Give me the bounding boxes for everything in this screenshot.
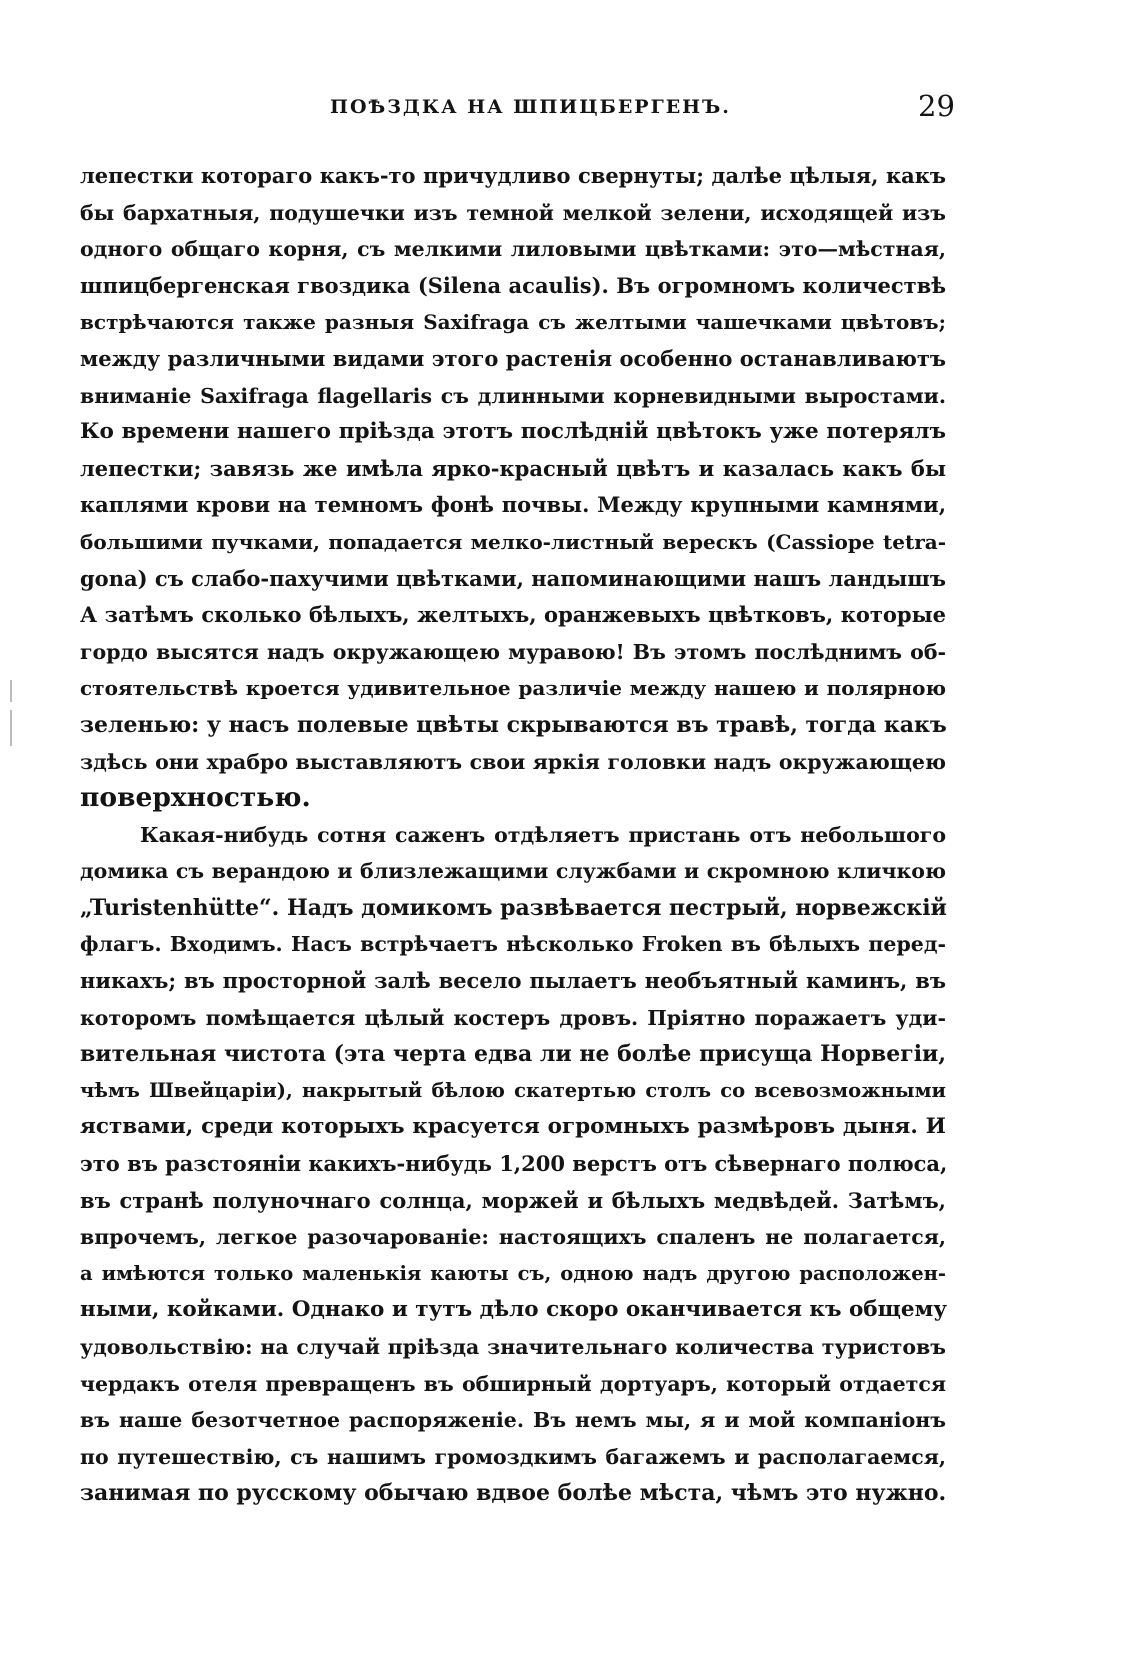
text-line: чердакъ отеля превращенъ въ обширный дортуаръ, который отдается: [80, 1371, 946, 1396]
text-line: яствами, среди которыхъ красуется огромныхъ размѣровъ дыня. И: [80, 1114, 946, 1140]
text-line: стоятельствѣ кроется удивительное различіе между нашею и полярною: [80, 676, 946, 701]
text-line: „Turistenhütte“. Надъ домикомъ развѣвается пестрый, норвежскій: [80, 894, 947, 921]
text-line: одного общаго корня, съ мелкими лиловыми цвѣтками: это—мѣстная,: [80, 237, 946, 262]
text-line: а имѣются только маленькія каюты съ, одною надъ другою расположен-: [80, 1261, 946, 1285]
text-line: поверхностью.: [80, 782, 311, 814]
text-line: удовольствію: на случай пріѣзда значительнаго количества туристовъ: [80, 1335, 946, 1359]
text-line: въ странѣ полуночнаго солнца, моржей и бѣлыхъ медвѣдей. Затѣмъ,: [80, 1187, 946, 1213]
text-line: большими пучками, попадается мелко-листный верескъ (Cassiope tetra-: [80, 529, 946, 554]
text-line: никахъ; въ просторной залѣ весело пылаетъ необъятный каминъ, въ: [80, 968, 946, 994]
page-number: 29: [918, 89, 955, 123]
text-line: которомъ помѣщается цѣлый костеръ дровъ. Пріятно поражаетъ уди-: [80, 1005, 946, 1030]
scan-edge-mark: [10, 680, 12, 702]
text-line: по путешествію, съ нашимъ громоздкимъ багажемъ и располагаемся,: [80, 1444, 946, 1469]
text-line: это въ разстояніи какихъ-нибудь 1,200 верстъ отъ сѣвернаго полюса,: [80, 1151, 948, 1177]
text-line: между различными видами этого растенія особенно останавливаютъ: [80, 345, 946, 371]
text-line: лепестки котораго какъ-то причудливо свернуты; далѣе цѣлыя, какъ: [80, 163, 946, 188]
body-text: [80, 158, 946, 1512]
text-line: вительная чистота (эта черта едва ли не болѣе присуща Норвегіи,: [80, 1041, 947, 1068]
text-line: гордо высятся надъ окружающею муравою! Въ этомъ послѣднимъ об-: [80, 639, 946, 664]
running-head-title: ПОѢЗДКА НА ШПИЦБЕРГЕНЪ.: [330, 96, 731, 118]
text-line: чѣмъ Швейцаріи), накрытый бѣлою скатертью столъ со всевозможными: [80, 1078, 946, 1102]
text-line: шпицбергенская гвоздика (Silena acaulis). Въ огромномъ количествѣ: [80, 272, 946, 298]
text-line: А затѣмъ сколько бѣлыхъ, желтыхъ, оранжевыхъ цвѣтковъ, которые: [80, 602, 946, 628]
text-line: въ наше безотчетное распоряженіе. Въ немъ мы, я и мой компаніонъ: [80, 1408, 946, 1433]
text-line: Какая-нибудь сотня саженъ отдѣляетъ пристань отъ небольшого: [140, 822, 946, 847]
text-line: лепестки; завязь же имѣла ярко-красный цвѣтъ и казалась какъ бы: [80, 455, 946, 481]
text-line: домика съ верандою и близлежащими службами и скромною кличкою: [80, 859, 946, 884]
text-line: зеленью: у насъ полевые цвѣты скрываются въ травѣ, тогда какъ: [80, 711, 947, 738]
text-line: Ко времени нашего пріѣзда этотъ послѣдній цвѣтокъ уже потерялъ: [80, 419, 946, 445]
text-line: бы бархатныя, подушечки изъ темной мелкой зелени, исходящей изъ: [80, 200, 946, 225]
text-line: вниманіе Saxifraga flagellaris съ длинными корневидными выростами.: [80, 383, 946, 408]
text-line: флагъ. Входимъ. Насъ встрѣчаетъ нѣсколько Froken въ бѣлыхъ перед-: [80, 932, 946, 957]
text-line: здѣсь они храбро выставляютъ свои яркія головки надъ окружающею: [80, 749, 946, 774]
text-line: впрочемъ, легкое разочарованіе: настоящихъ спаленъ не полагается,: [80, 1225, 946, 1250]
text-line: встрѣчаются также разныя Saxifraga съ желтыми чашечками цвѣтовъ;: [80, 310, 946, 335]
text-line: занимая по русскому обычаю вдвое болѣе мѣста, чѣмъ это нужно.: [80, 1480, 947, 1507]
text-line: ными, койками. Однако и тутъ дѣло скоро оканчивается къ общему: [80, 1297, 948, 1323]
text-line: gona) съ слабо-пахучими цвѣтками, напоминающими нашъ ландышъ: [80, 565, 946, 591]
text-line: каплями крови на темномъ фонѣ почвы. Между крупными камнями,: [80, 492, 946, 518]
scan-edge-mark: [10, 710, 12, 746]
